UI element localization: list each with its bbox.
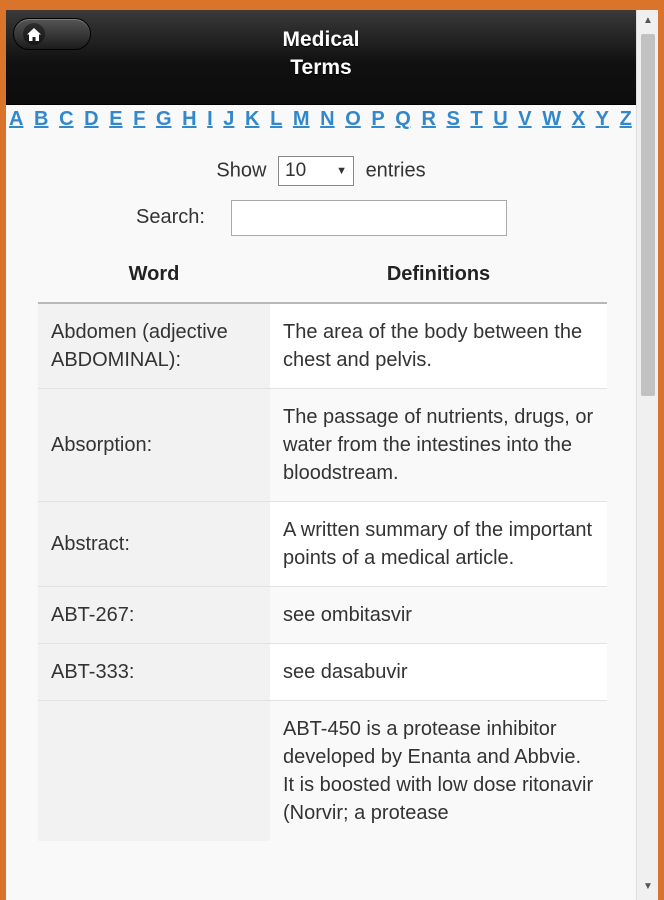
letter-link-h[interactable]: H xyxy=(182,108,197,130)
table-header-row xyxy=(38,247,607,303)
term-definition: ABT-450 is a protease inhibitor developed by Enanta and Abbvie. It is boosted with low dose ritonavir (Norvir; a protease xyxy=(270,701,607,842)
letter-link-g[interactable]: G xyxy=(155,108,172,130)
page-title xyxy=(6,26,636,82)
entries-select[interactable] xyxy=(278,156,354,186)
vertical-scrollbar[interactable] xyxy=(636,10,658,900)
term-definition: see ombitasvir xyxy=(270,587,607,644)
letter-link-t[interactable]: T xyxy=(470,108,483,130)
letter-link-q[interactable]: Q xyxy=(395,108,411,130)
letter-link-u[interactable]: U xyxy=(493,108,508,130)
term-word: Abdomen (adjective ABDOMINAL): xyxy=(38,303,270,389)
term-definition: The passage of nutrients, drugs, or water from the intestines into the bloodstream. xyxy=(270,389,607,502)
term-definition: The area of the body between the chest and pelvis. xyxy=(270,303,607,389)
scroll-down-arrow-icon[interactable]: ▼ xyxy=(643,881,653,892)
term-definition: A written summary of the important points of a medical article. xyxy=(270,502,607,587)
entries-select-value: 10 xyxy=(285,160,307,181)
letter-link-o[interactable]: O xyxy=(345,108,361,130)
terms-table xyxy=(38,247,607,841)
table-row[interactable] xyxy=(38,587,607,644)
letter-link-b[interactable]: B xyxy=(34,108,49,130)
letter-link-v[interactable]: V xyxy=(518,108,532,130)
letter-link-j[interactable]: J xyxy=(223,108,235,130)
letter-link-k[interactable]: K xyxy=(245,108,260,130)
letter-link-w[interactable]: W xyxy=(542,108,562,130)
search-label: Search: xyxy=(136,206,205,228)
term-word: Absorption: xyxy=(38,389,270,502)
letter-link-x[interactable]: X xyxy=(571,108,586,130)
letter-link-e[interactable]: E xyxy=(109,108,123,130)
letter-link-p[interactable]: P xyxy=(371,108,385,130)
entries-label: entries xyxy=(365,159,426,182)
show-label: Show xyxy=(216,159,267,182)
column-header-word[interactable]: Word xyxy=(38,247,270,303)
scrollbar-thumb[interactable] xyxy=(641,34,655,396)
letter-link-r[interactable]: R xyxy=(421,108,436,130)
table-row[interactable] xyxy=(38,502,607,587)
table-row[interactable] xyxy=(38,701,607,842)
term-word: ABT-267: xyxy=(38,587,270,644)
letter-link-y[interactable]: Y xyxy=(595,108,609,130)
title-line-1: Medical xyxy=(282,28,360,51)
app-window xyxy=(6,10,658,900)
alphabet-index xyxy=(6,106,636,132)
letter-link-z[interactable]: Z xyxy=(619,108,632,130)
table-row[interactable] xyxy=(38,389,607,502)
header-bar xyxy=(6,10,636,105)
scroll-up-arrow-icon[interactable]: ▲ xyxy=(643,15,653,26)
show-entries-control xyxy=(6,156,636,186)
letter-link-a[interactable]: A xyxy=(9,108,24,130)
letter-link-n[interactable]: N xyxy=(320,108,335,130)
letter-link-i[interactable]: I xyxy=(207,108,213,130)
term-word xyxy=(38,701,270,842)
column-header-definitions[interactable]: Definitions xyxy=(270,247,607,303)
letter-link-f[interactable]: F xyxy=(133,108,146,130)
table-row[interactable] xyxy=(38,644,607,701)
letter-link-s[interactable]: S xyxy=(446,108,460,130)
letter-link-m[interactable]: M xyxy=(292,108,310,130)
term-word: Abstract: xyxy=(38,502,270,587)
letter-link-d[interactable]: D xyxy=(84,108,99,130)
letter-link-c[interactable]: C xyxy=(59,108,74,130)
term-word: ABT-333: xyxy=(38,644,270,701)
letter-link-l[interactable]: L xyxy=(270,108,283,130)
dropdown-arrow-icon: ▼ xyxy=(336,165,347,177)
title-line-2: Terms xyxy=(290,56,352,79)
search-input[interactable] xyxy=(231,200,507,236)
table-row[interactable] xyxy=(38,303,607,389)
term-definition: see dasabuvir xyxy=(270,644,607,701)
